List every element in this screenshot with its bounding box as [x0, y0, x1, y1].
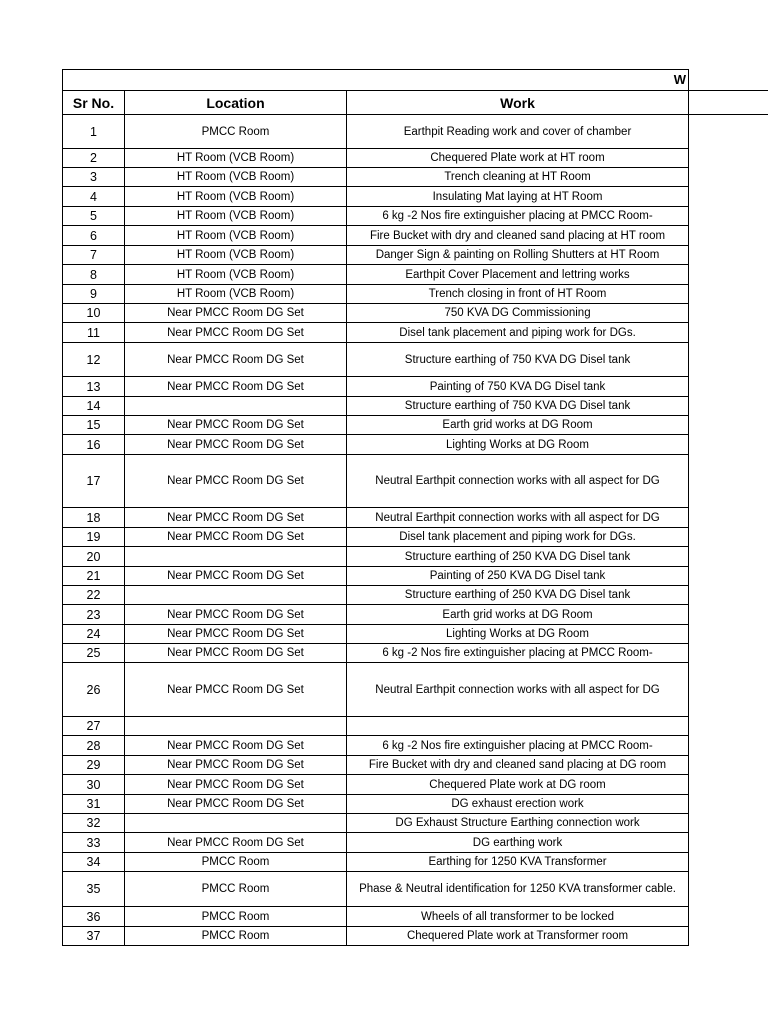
sheet-title: W	[63, 70, 689, 91]
work-cell[interactable]: Lighting Works at DG Room	[347, 435, 689, 455]
sr-no-cell[interactable]: 7	[63, 246, 125, 265]
sr-no-cell[interactable]: 10	[63, 304, 125, 323]
location-cell[interactable]: Near PMCC Room DG Set	[125, 377, 347, 397]
sr-no-cell[interactable]: 21	[63, 567, 125, 586]
work-cell[interactable]: 750 KVA DG Commissioning	[347, 304, 689, 323]
table-body	[63, 115, 768, 946]
overflow-cell	[689, 853, 768, 872]
overflow-cell	[689, 115, 768, 149]
sr-no-cell[interactable]: 31	[63, 795, 125, 814]
work-cell[interactable]: Neutral Earthpit connection works with all aspect for DG	[347, 455, 689, 508]
title-overflow-cell	[689, 70, 768, 91]
work-cell[interactable]: Wheels of all transformer to be locked	[347, 907, 689, 927]
location-cell[interactable]: Near PMCC Room DG Set	[125, 644, 347, 663]
sr-no-cell[interactable]: 5	[63, 207, 125, 226]
sr-no-cell[interactable]: 20	[63, 547, 125, 567]
table-row	[63, 323, 768, 343]
table-row	[63, 115, 768, 149]
location-cell[interactable]: HT Room (VCB Room)	[125, 285, 347, 304]
overflow-cell	[689, 775, 768, 795]
sr-no-cell[interactable]: 1	[63, 115, 125, 149]
sr-no-cell[interactable]: 26	[63, 663, 125, 717]
location-cell[interactable]	[125, 814, 347, 833]
sr-no-cell[interactable]: 14	[63, 397, 125, 416]
work-cell[interactable]: Chequered Plate work at HT room	[347, 149, 689, 168]
overflow-cell	[689, 795, 768, 814]
location-cell[interactable]	[125, 586, 347, 605]
work-cell[interactable]: Trench closing in front of HT Room	[347, 285, 689, 304]
overflow-cell	[689, 907, 768, 927]
location-cell[interactable]: HT Room (VCB Room)	[125, 226, 347, 246]
overflow-cell	[689, 265, 768, 285]
work-cell[interactable]: DG Exhaust Structure Earthing connection work	[347, 814, 689, 833]
sr-no-cell[interactable]: 8	[63, 265, 125, 285]
location-cell[interactable]: Near PMCC Room DG Set	[125, 833, 347, 853]
work-cell[interactable]: Chequered Plate work at DG room	[347, 775, 689, 795]
header-sr-no[interactable]: Sr No.	[63, 91, 125, 115]
sr-no-cell[interactable]: 13	[63, 377, 125, 397]
table-row	[63, 605, 768, 625]
work-cell[interactable]: Painting of 750 KVA DG Disel tank	[347, 377, 689, 397]
location-cell[interactable]: Near PMCC Room DG Set	[125, 455, 347, 508]
table-row	[63, 927, 768, 946]
table-row	[63, 149, 768, 168]
sr-no-cell[interactable]: 32	[63, 814, 125, 833]
header-location[interactable]: Location	[125, 91, 347, 115]
sr-no-cell[interactable]: 18	[63, 508, 125, 528]
work-cell[interactable]: Insulating Mat laying at HT Room	[347, 187, 689, 207]
location-cell[interactable]: Near PMCC Room DG Set	[125, 625, 347, 644]
location-cell[interactable]: HT Room (VCB Room)	[125, 207, 347, 226]
sr-no-cell[interactable]: 22	[63, 586, 125, 605]
sr-no-cell[interactable]: 35	[63, 872, 125, 907]
sr-no-cell[interactable]: 27	[63, 717, 125, 736]
overflow-cell	[689, 323, 768, 343]
location-cell[interactable]	[125, 717, 347, 736]
work-cell[interactable]: Painting of 250 KVA DG Disel tank	[347, 567, 689, 586]
table-row	[63, 586, 768, 605]
location-cell[interactable]: Near PMCC Room DG Set	[125, 795, 347, 814]
overflow-cell	[689, 663, 768, 717]
table-row	[63, 168, 768, 187]
table-row	[63, 644, 768, 663]
work-cell[interactable]: Earthing for 1250 KVA Transformer	[347, 853, 689, 872]
overflow-cell	[689, 285, 768, 304]
table-row	[63, 285, 768, 304]
location-cell[interactable]: Near PMCC Room DG Set	[125, 323, 347, 343]
overflow-cell	[689, 736, 768, 756]
work-cell[interactable]: Lighting Works at DG Room	[347, 625, 689, 644]
overflow-cell	[689, 455, 768, 508]
overflow-cell	[689, 547, 768, 567]
location-cell[interactable]: PMCC Room	[125, 872, 347, 907]
overflow-cell	[689, 149, 768, 168]
work-cell[interactable]: Earth grid works at DG Room	[347, 416, 689, 435]
table-row	[63, 377, 768, 397]
location-cell[interactable]: HT Room (VCB Room)	[125, 149, 347, 168]
overflow-cell	[689, 397, 768, 416]
sr-no-cell[interactable]: 9	[63, 285, 125, 304]
sr-no-cell[interactable]: 17	[63, 455, 125, 508]
sr-no-cell[interactable]: 4	[63, 187, 125, 207]
table-row	[63, 625, 768, 644]
overflow-cell	[689, 814, 768, 833]
overflow-cell	[689, 246, 768, 265]
table-row	[63, 246, 768, 265]
table-row	[63, 455, 768, 508]
sr-no-cell[interactable]: 16	[63, 435, 125, 455]
work-cell[interactable]: Chequered Plate work at Transformer room	[347, 927, 689, 946]
work-cell[interactable]: 6 kg -2 Nos fire extinguisher placing at PMCC Room-	[347, 736, 689, 756]
table-row	[63, 508, 768, 528]
overflow-cell	[689, 567, 768, 586]
work-cell[interactable]: 6 kg -2 Nos fire extinguisher placing at PMCC Room-	[347, 644, 689, 663]
overflow-cell	[689, 625, 768, 644]
work-cell[interactable]: Structure earthing of 750 KVA DG Disel tank	[347, 397, 689, 416]
sr-no-cell[interactable]: 6	[63, 226, 125, 246]
table-row	[63, 795, 768, 814]
overflow-cell	[689, 416, 768, 435]
sr-no-cell[interactable]: 11	[63, 323, 125, 343]
location-cell[interactable]: Near PMCC Room DG Set	[125, 435, 347, 455]
overflow-cell	[689, 343, 768, 377]
table-row	[63, 397, 768, 416]
table-row	[63, 226, 768, 246]
location-cell[interactable]: Near PMCC Room DG Set	[125, 508, 347, 528]
sr-no-cell[interactable]: 30	[63, 775, 125, 795]
overflow-cell	[689, 586, 768, 605]
table-row	[63, 547, 768, 567]
sr-no-cell[interactable]: 33	[63, 833, 125, 853]
overflow-cell	[689, 756, 768, 775]
work-cell[interactable]	[347, 717, 689, 736]
table-row	[63, 304, 768, 323]
work-cell[interactable]: Earth grid works at DG Room	[347, 605, 689, 625]
sr-no-cell[interactable]: 36	[63, 907, 125, 927]
location-cell[interactable]: Near PMCC Room DG Set	[125, 775, 347, 795]
work-cell[interactable]: Disel tank placement and piping work for DGs.	[347, 323, 689, 343]
work-cell[interactable]: Earthpit Cover Placement and lettring works	[347, 265, 689, 285]
work-cell[interactable]: Structure earthing of 750 KVA DG Disel tank	[347, 343, 689, 377]
header-overflow-cell	[689, 91, 768, 115]
location-cell[interactable]: HT Room (VCB Room)	[125, 168, 347, 187]
overflow-cell	[689, 717, 768, 736]
sr-no-cell[interactable]: 28	[63, 736, 125, 756]
table-row	[63, 435, 768, 455]
table-row	[63, 187, 768, 207]
sr-no-cell[interactable]: 2	[63, 149, 125, 168]
overflow-cell	[689, 304, 768, 323]
sr-no-cell[interactable]: 25	[63, 644, 125, 663]
work-cell[interactable]: DG exhaust erection work	[347, 795, 689, 814]
table-row	[63, 717, 768, 736]
table-row	[63, 872, 768, 907]
work-cell[interactable]: Structure earthing of 250 KVA DG Disel tank	[347, 586, 689, 605]
sr-no-cell[interactable]: 3	[63, 168, 125, 187]
location-cell[interactable]: PMCC Room	[125, 853, 347, 872]
table-row	[63, 814, 768, 833]
table-row	[63, 736, 768, 756]
work-cell[interactable]: Phase & Neutral identification for 1250 KVA transformer cable.	[347, 872, 689, 907]
work-cell[interactable]: Neutral Earthpit connection works with all aspect for DG	[347, 663, 689, 717]
overflow-cell	[689, 435, 768, 455]
overflow-cell	[689, 644, 768, 663]
work-cell[interactable]: Trench cleaning at HT Room	[347, 168, 689, 187]
work-cell[interactable]: Fire Bucket with dry and cleaned sand placing at DG room	[347, 756, 689, 775]
location-cell[interactable]: PMCC Room	[125, 115, 347, 149]
overflow-cell	[689, 872, 768, 907]
location-cell[interactable]: HT Room (VCB Room)	[125, 265, 347, 285]
overflow-cell	[689, 833, 768, 853]
sr-no-cell[interactable]: 15	[63, 416, 125, 435]
table-row	[63, 207, 768, 226]
overflow-cell	[689, 528, 768, 547]
sr-no-cell[interactable]: 29	[63, 756, 125, 775]
location-cell[interactable]: PMCC Room	[125, 927, 347, 946]
sr-no-cell[interactable]: 37	[63, 927, 125, 946]
header-row	[63, 91, 768, 115]
sr-no-cell[interactable]: 12	[63, 343, 125, 377]
table-row	[63, 343, 768, 377]
location-cell[interactable]: HT Room (VCB Room)	[125, 246, 347, 265]
table-row	[63, 756, 768, 775]
sr-no-cell[interactable]: 24	[63, 625, 125, 644]
table-row	[63, 833, 768, 853]
overflow-cell	[689, 226, 768, 246]
location-cell[interactable]: Near PMCC Room DG Set	[125, 663, 347, 717]
location-cell[interactable]	[125, 547, 347, 567]
spreadsheet	[62, 69, 768, 946]
overflow-cell	[689, 605, 768, 625]
table-row	[63, 265, 768, 285]
work-table	[62, 69, 768, 946]
header-work[interactable]: Work	[347, 91, 689, 115]
overflow-cell	[689, 207, 768, 226]
location-cell[interactable]: Near PMCC Room DG Set	[125, 567, 347, 586]
table-row	[63, 567, 768, 586]
overflow-cell	[689, 168, 768, 187]
overflow-cell	[689, 377, 768, 397]
location-cell[interactable]: Near PMCC Room DG Set	[125, 605, 347, 625]
table-row	[63, 907, 768, 927]
work-cell[interactable]: Neutral Earthpit connection works with all aspect for DG	[347, 508, 689, 528]
title-row	[63, 70, 768, 91]
location-cell[interactable]: PMCC Room	[125, 907, 347, 927]
work-cell[interactable]: Structure earthing of 250 KVA DG Disel tank	[347, 547, 689, 567]
overflow-cell	[689, 187, 768, 207]
overflow-cell	[689, 508, 768, 528]
table-row	[63, 528, 768, 547]
location-cell[interactable]: Near PMCC Room DG Set	[125, 528, 347, 547]
table-row	[63, 853, 768, 872]
work-cell[interactable]: 6 kg -2 Nos fire extinguisher placing at PMCC Room-	[347, 207, 689, 226]
location-cell[interactable]: Near PMCC Room DG Set	[125, 304, 347, 323]
work-cell[interactable]: DG earthing work	[347, 833, 689, 853]
table-row	[63, 663, 768, 717]
location-cell[interactable]: HT Room (VCB Room)	[125, 187, 347, 207]
sr-no-cell[interactable]: 34	[63, 853, 125, 872]
work-cell[interactable]: Danger Sign & painting on Rolling Shutters at HT Room	[347, 246, 689, 265]
sr-no-cell[interactable]: 19	[63, 528, 125, 547]
location-cell[interactable]: Near PMCC Room DG Set	[125, 343, 347, 377]
table-row	[63, 416, 768, 435]
work-cell[interactable]: Earthpit Reading work and cover of chamber	[347, 115, 689, 149]
table-row	[63, 775, 768, 795]
location-cell[interactable]: Near PMCC Room DG Set	[125, 736, 347, 756]
work-cell[interactable]: Disel tank placement and piping work for DGs.	[347, 528, 689, 547]
overflow-cell	[689, 927, 768, 946]
sr-no-cell[interactable]: 23	[63, 605, 125, 625]
location-cell[interactable]: Near PMCC Room DG Set	[125, 416, 347, 435]
location-cell[interactable]	[125, 397, 347, 416]
location-cell[interactable]: Near PMCC Room DG Set	[125, 756, 347, 775]
work-cell[interactable]: Fire Bucket with dry and cleaned sand placing at HT room	[347, 226, 689, 246]
